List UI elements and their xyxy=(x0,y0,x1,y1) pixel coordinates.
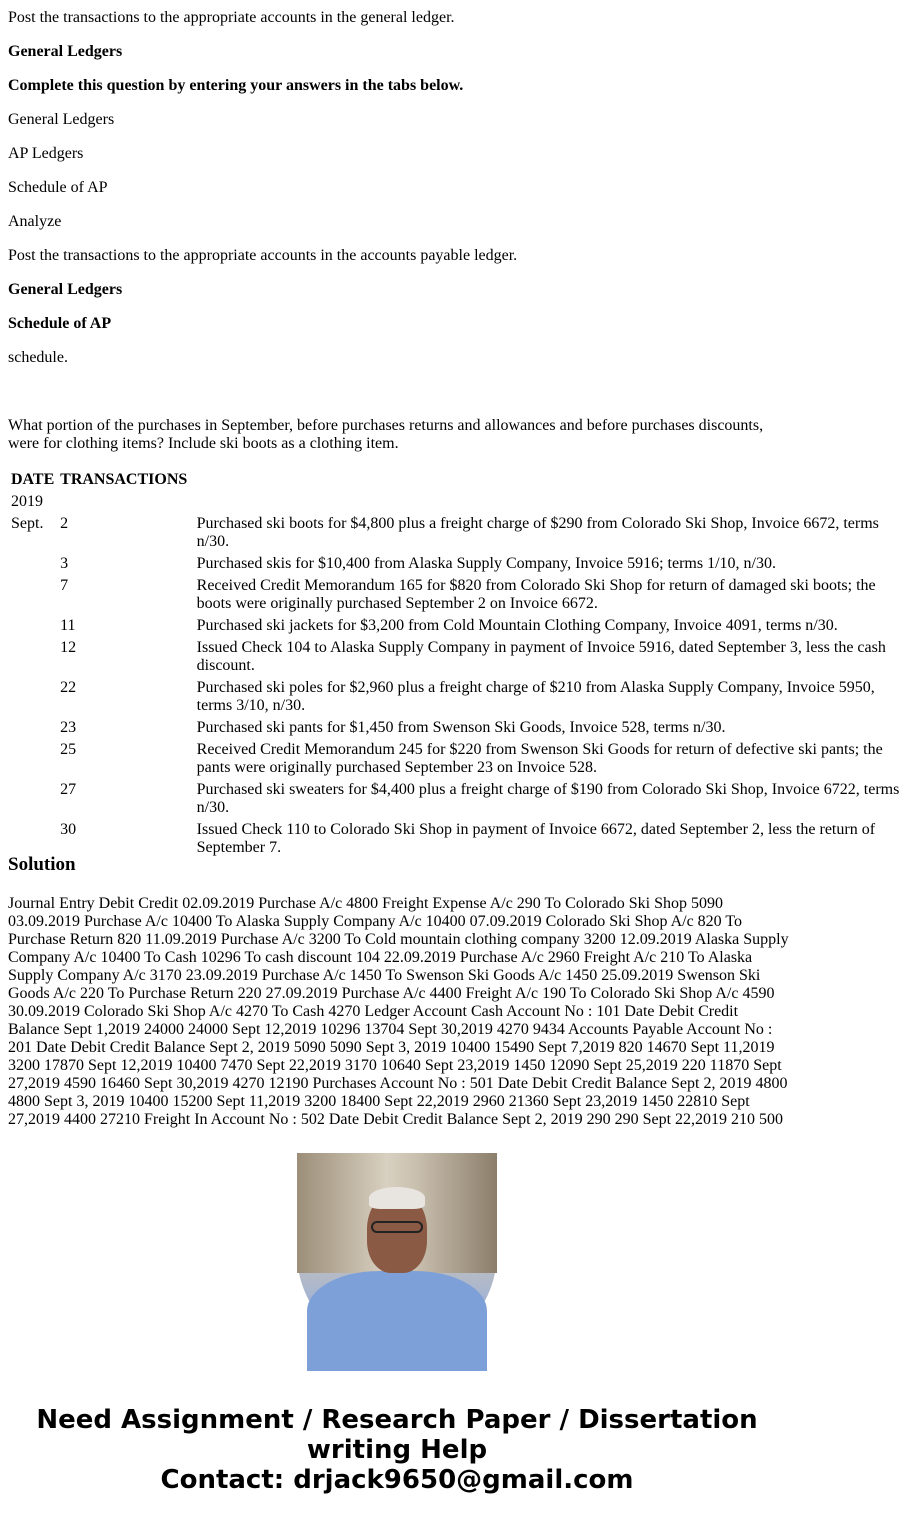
day-cell: 7 xyxy=(60,577,69,594)
schedule-text: schedule. xyxy=(8,349,68,366)
transaction-cell: Purchased skis for $10,400 from Alaska Supply Company, Invoice 5916; terms 1/10, n/30. xyxy=(196,555,776,572)
month-cell: Sept. xyxy=(11,515,44,532)
day-cell: 25 xyxy=(60,741,77,758)
table-row xyxy=(10,514,906,552)
author-avatar xyxy=(297,1153,497,1353)
transaction-cell: Purchased ski jackets for $3,200 from Cold Mountain Clothing Company, Invoice 4091, terms n/30. xyxy=(196,617,838,634)
promo-footer xyxy=(0,1405,794,1495)
tab-ap-ledgers[interactable]: AP Ledgers xyxy=(8,145,84,162)
intro-line-general-ledger: Post the transactions to the appropriate accounts in the general ledger. xyxy=(8,9,455,26)
transaction-cell: Purchased ski sweaters for $4,400 plus a freight charge of $190 from Colorado Ski Shop, Invoice 6722, terms n/30. xyxy=(196,781,900,816)
solution-body: Journal Entry Debit Credit 02.09.2019 Purchase A/c 4800 Freight Expense A/c 290 To Colorado Ski Shop 5090 03.09.2019 Purchase A/c 10400 To Alaska Supply Company A/c 10400 07.09.2019 Colorado Ski Shop A/c 820 To Purchase Return 820 11.09.2019 Purchase A/c 3200 To Cold mountain clothing company 3200 12.09.2019 Alaska Supply Company A/c 10400 To Cash 10296 To cash discount 104 22.09.2019 Purchase A/c 2960 Freight A/c 210 To Alaska Supply Company A/c 3170 23.09.2019 Purchase A/c 1450 To Swenson Ski Goods A/c 1450 25.09.2019 Swenson Ski Goods A/c 220 To Purchase Return 220 27.09.2019 Purchase A/c 4400 Freight A/c 190 To Colorado Ski Shop A/c 4590 30.09.2019 Colorado Ski Shop A/c 4270 To Cash 4270 Ledger Account Cash Account No : 101 Date Debit Credit Balance Sept 1,2019 24000 24000 Sept 12,2019 10296 13704 Sept 30,2019 4270 9434 Accounts Payable Account No : 201 Date Debit Credit Balance Sept 2, 2019 5090 5090 Sept 3, 2019 10400 15490 Sept 7,2019 820 14670 Sept 11,2019 3200 17870 Sept 12,2019 10400 7470 Sept 22,2019 3170 10640 Sept 23,2019 1450 12090 Sept 25,2019 220 11870 Sept 27,2019 4590 16460 Sept 30,2019 4270 12190 Purchases Account No : 501 Date Debit Credit Balance Sept 2, 2019 4800 4800 Sept 3, 2019 10400 15200 Sept 11,2019 3200 18400 Sept 22,2019 2960 21360 Sept 23,2019 1450 22810 Sept 27,2019 4400 27210 Freight In Account No : 502 Date Debit Credit Balance Sept 2, 2019 290 290 Sept 22,2019 210 500 xyxy=(8,895,789,1128)
instructions: Complete this question by entering your answers in the tabs below. xyxy=(8,77,464,94)
transaction-cell: Received Credit Memorandum 245 for $220 from Swenson Ski Goods for return of defective ski pants; the pants were originally purchased September 23 on Invoice 528. xyxy=(196,741,883,776)
tab-general-ledgers[interactable]: General Ledgers xyxy=(8,111,115,128)
table-row xyxy=(10,554,906,574)
header-transactions: TRANSACTIONS xyxy=(60,471,188,488)
promo-contact[interactable]: Contact: drjack9650@gmail.com xyxy=(160,1465,634,1495)
year-cell: 2019 xyxy=(11,493,43,510)
day-cell: 2 xyxy=(60,515,69,532)
day-cell: 11 xyxy=(60,617,76,634)
day-cell: 3 xyxy=(60,555,69,572)
heading-schedule-of-ap: Schedule of AP xyxy=(8,315,112,332)
table-header-row xyxy=(10,470,906,490)
table-row xyxy=(10,780,906,818)
heading-general-ledgers-2: General Ledgers xyxy=(8,281,123,298)
solution-heading: Solution xyxy=(8,854,76,875)
question-text: What portion of the purchases in September, before purchases returns and allowances and before purchases discounts, were for clothing items? Include ski boots as a clothing item. xyxy=(8,417,764,452)
header-date: DATE xyxy=(11,471,55,488)
day-cell: 30 xyxy=(60,821,77,838)
day-cell: 23 xyxy=(60,719,77,736)
transaction-cell: Received Credit Memorandum 165 for $820 from Colorado Ski Shop for return of damaged ski boots; the boots were originally purchased September 2 on Invoice 6672. xyxy=(196,577,876,612)
table-row xyxy=(10,576,906,614)
transaction-cell: Issued Check 104 to Alaska Supply Company in payment of Invoice 5916, dated September 3, less the cash discount. xyxy=(196,639,886,674)
tab-analyze[interactable]: Analyze xyxy=(8,213,62,230)
transaction-cell: Purchased ski poles for $2,960 plus a freight charge of $210 from Alaska Supply Company, Invoice 5950, terms 3/10, n/30. xyxy=(196,679,875,714)
day-cell: 12 xyxy=(60,639,77,656)
transaction-cell: Purchased ski pants for $1,450 from Swenson Ski Goods, Invoice 528, terms n/30. xyxy=(196,719,726,736)
transactions-table xyxy=(8,468,908,860)
table-row xyxy=(10,678,906,716)
table-row xyxy=(10,718,906,738)
table-row xyxy=(10,820,906,858)
day-cell: 22 xyxy=(60,679,77,696)
transaction-cell: Purchased ski boots for $4,800 plus a freight charge of $290 from Colorado Ski Shop, Invoice 6672, terms n/30. xyxy=(196,515,879,550)
heading-general-ledgers: General Ledgers xyxy=(8,43,123,60)
table-row xyxy=(10,616,906,636)
day-cell: 27 xyxy=(60,781,77,798)
table-row xyxy=(10,740,906,778)
tab-schedule-of-ap[interactable]: Schedule of AP xyxy=(8,179,108,196)
intro-line-ap-ledger: Post the transactions to the appropriate accounts in the accounts payable ledger. xyxy=(8,247,518,264)
table-row xyxy=(10,492,906,512)
transaction-cell: Issued Check 110 to Colorado Ski Shop in payment of Invoice 6672, dated September 2, less the return of September 7. xyxy=(196,821,876,856)
promo-line-2: writing Help xyxy=(306,1435,488,1465)
table-row xyxy=(10,638,906,676)
promo-line-1: Need Assignment / Research Paper / Dissertation xyxy=(36,1405,758,1435)
